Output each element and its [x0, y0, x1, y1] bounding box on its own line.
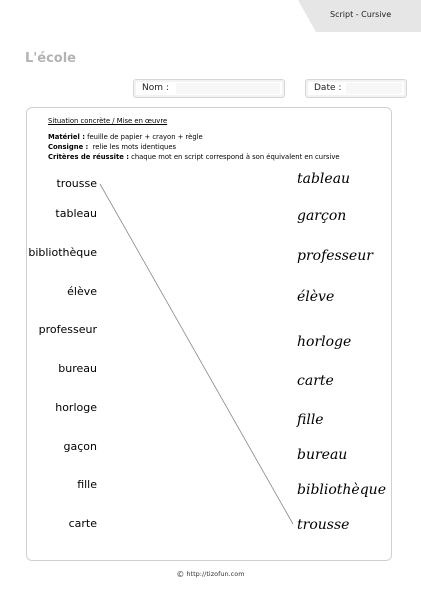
criteres-line	[48, 153, 340, 161]
consigne-line	[48, 143, 176, 151]
date-label: Date :	[314, 83, 342, 93]
right-word-tableau[interactable]: tableau	[297, 171, 351, 187]
right-word-professeur[interactable]: professeur	[297, 248, 373, 264]
right-word-garcon[interactable]: garçon	[297, 208, 347, 224]
left-word-trousse[interactable]: trousse	[56, 177, 97, 190]
date-field[interactable]	[305, 79, 407, 98]
left-word-fille[interactable]: fille	[77, 478, 97, 491]
materiel-text: feuille de papier + crayon + règle	[87, 133, 203, 141]
name-label: Nom :	[142, 83, 169, 93]
header-tab-label: Script - Cursive	[330, 10, 392, 19]
right-word-trousse[interactable]: trousse	[297, 517, 350, 533]
left-word-gacon[interactable]: gaçon	[63, 440, 97, 453]
left-word-eleve[interactable]: élève	[67, 285, 97, 298]
date-input-area[interactable]	[346, 83, 402, 94]
materiel-label: Matériel :	[48, 133, 85, 141]
left-word-professeur[interactable]: professeur	[38, 323, 97, 336]
name-field[interactable]	[133, 79, 285, 98]
left-word-carte[interactable]: carte	[68, 517, 97, 530]
left-word-bibliotheque[interactable]: bibliothèque	[28, 246, 97, 259]
name-input-area[interactable]	[176, 83, 280, 94]
page-title: L'école	[25, 51, 76, 66]
right-word-bibliotheque[interactable]: bibliothèque	[297, 482, 386, 498]
consigne-text: relie les mots identiques	[92, 143, 177, 151]
criteres-label: Critères de réussite :	[48, 153, 129, 161]
footer-url[interactable]: http://tizofun.com	[186, 570, 245, 578]
left-word-tableau[interactable]: tableau	[55, 207, 97, 220]
left-word-horloge[interactable]: horloge	[55, 401, 97, 414]
right-word-carte[interactable]: carte	[297, 373, 334, 389]
consigne-label: Consigne :	[48, 143, 89, 151]
right-word-horloge[interactable]: horloge	[297, 334, 352, 350]
left-word-bureau[interactable]: bureau	[58, 362, 97, 375]
footer	[0, 570, 421, 579]
situation-heading: Situation concrète / Mise en œuvre	[48, 117, 168, 125]
right-word-fille[interactable]: fille	[297, 412, 324, 428]
copyright-symbol: ©	[176, 570, 185, 579]
right-word-eleve[interactable]: élève	[297, 289, 335, 305]
right-word-bureau[interactable]: bureau	[297, 447, 348, 463]
criteres-text: chaque mot en script correspond à son équivalent en cursive	[131, 153, 340, 161]
materiel-line	[48, 133, 203, 141]
